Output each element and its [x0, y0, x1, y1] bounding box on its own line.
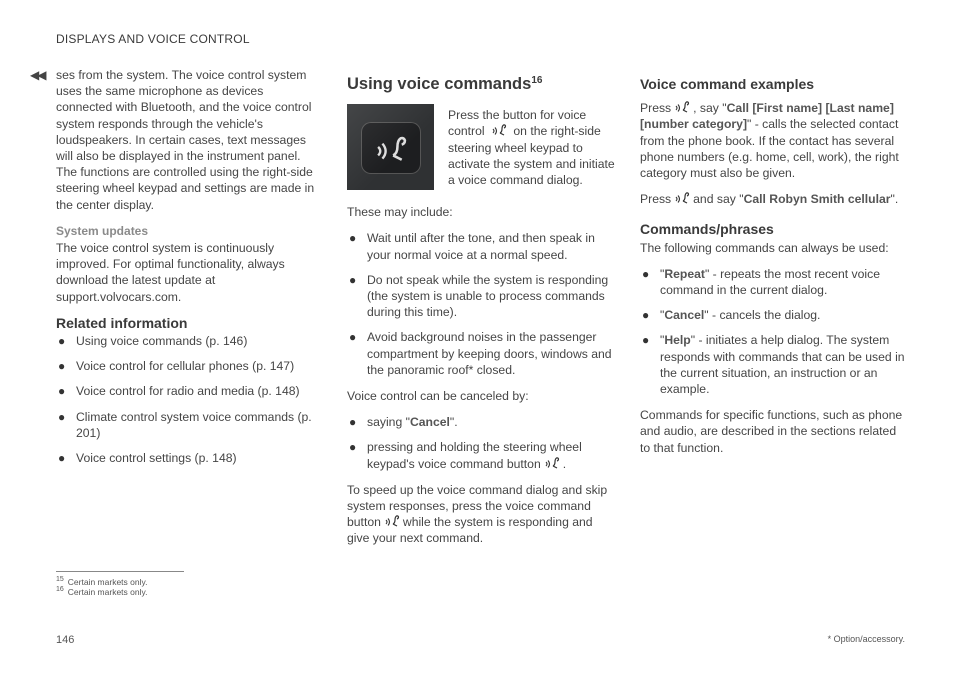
voice-command-icon	[674, 100, 690, 114]
system-updates-heading: System updates	[56, 223, 149, 238]
continued-marker-icon: ◀◀	[30, 68, 45, 82]
commands-phrases-heading: Commands/phrases	[640, 221, 774, 238]
list-item: ● Avoid background noises in the passenger compartment by keeping doors, windows and the panoramic roof* closed.	[349, 330, 612, 377]
column-3	[640, 76, 908, 466]
bullet-icon: ●	[58, 334, 66, 349]
command-phrase: Repeat	[664, 266, 705, 281]
voice-command-icon	[544, 456, 560, 470]
bullet-icon: ●	[58, 384, 66, 399]
related-link[interactable]: ● Climate control system voice commands (p. 201)	[58, 409, 312, 440]
bullet-icon: ●	[349, 231, 357, 246]
bullet-icon: ●	[58, 359, 66, 374]
related-information-list	[56, 333, 322, 466]
section-title: DISPLAYS AND VOICE CONTROL	[56, 32, 250, 46]
option-accessory-note: * Option/accessory.	[827, 634, 905, 644]
list-item: ● saying "Cancel".	[349, 415, 458, 430]
commands-list	[640, 266, 908, 397]
list-item: ● "Help" - initiates a help dialog. The system responds with commands that can be used in the current situation, an instruction or an example.	[642, 333, 905, 397]
commands-intro-text: The following commands can always be used:	[640, 240, 889, 255]
bullet-icon: ●	[642, 266, 650, 281]
bullet-icon: ●	[349, 440, 357, 455]
command-phrase: Help	[664, 333, 691, 348]
bullet-icon: ●	[349, 272, 357, 287]
bullet-icon: ●	[58, 409, 66, 424]
may-include-text: These may include:	[347, 205, 453, 220]
image-shine	[347, 104, 434, 190]
list-item: ● "Repeat" - repeats the most recent voice command in the current dialog.	[642, 266, 880, 298]
system-updates-paragraph: The voice control system is continuously improved. For optimal functionality, always download the latest update at support.volvocars.com.	[56, 241, 285, 304]
command-phrase: Call [First name] [Last name] [number category]	[640, 101, 894, 132]
closing-paragraph: Commands for specific functions, such as phone and audio, are described in the sections related to that function.	[640, 408, 903, 455]
footnote-16: $^{16}$ Certain markets only.	[56, 586, 148, 597]
column-2	[347, 76, 615, 557]
column-1	[56, 67, 322, 476]
related-link[interactable]: ● Voice control for cellular phones (p. 147)	[58, 359, 295, 374]
bullet-icon: ●	[642, 333, 650, 348]
command-phrase: Call Robyn Smith cellular	[743, 192, 891, 207]
related-link[interactable]: ● Using voice commands (p. 146)	[58, 334, 248, 349]
using-voice-commands-heading: Using voice commands$^{16}$	[347, 75, 543, 93]
cancel-list	[347, 414, 615, 472]
speed-up-paragraph: To speed up the voice command dialog and skip system responses, press the voice command button while the system is responding and give your next command.	[347, 482, 608, 546]
related-link[interactable]: ● Voice control for radio and media (p. 148)	[58, 384, 300, 399]
bullet-icon: ●	[349, 415, 357, 430]
tips-list	[347, 230, 615, 378]
voice-button-figure-row	[347, 104, 615, 190]
intro-paragraph: ses from the system. The voice control system uses the same microphone as devices connected with Bluetooth, and the voice control system responds through the vehicle's loudspeakers. In certain cases, text messages will also be displayed in the instrument panel. The functions are controlled using the right-side steering wheel keypad and settings are made in the center display.	[56, 68, 315, 212]
bullet-icon: ●	[58, 451, 66, 466]
example-1: Press , say "Call [First name] [Last name] [number category]" - calls the selected contact from the phone book. If the contact has several phone numbers (e.g. home, cell, work), the right category must also be given.	[640, 101, 899, 181]
list-item: ● pressing and holding the steering wheel keypad's voice command button .	[349, 440, 582, 471]
list-item: ● "Cancel" - cancels the dialog.	[642, 308, 821, 323]
voice-command-icon	[491, 123, 507, 137]
bullet-icon: ●	[642, 308, 650, 323]
voice-command-icon	[384, 514, 400, 528]
example-2: Press and say "Call Robyn Smith cellular".	[640, 192, 899, 207]
command-phrase: Cancel	[664, 308, 705, 323]
list-item: ● Do not speak while the system is responding (the system is unable to process commands during this time).	[349, 272, 609, 320]
footnote-divider	[56, 571, 184, 572]
list-item: ● Wait until after the tone, and then speak in your normal voice at a normal speed.	[349, 231, 595, 262]
voice-button-description: Press the button for voice control on the right-side steering wheel keypad to activate the system and initiate a voice command dialog.	[448, 108, 615, 188]
page-number: 146	[56, 634, 75, 646]
footnote-ref: 16	[531, 75, 543, 86]
related-information-heading: Related information	[56, 314, 188, 331]
command-phrase: Cancel	[409, 415, 450, 430]
footnote-15: $^{15}$ Certain markets only.	[56, 576, 148, 587]
related-link[interactable]: ● Voice control settings (p. 148)	[58, 451, 237, 466]
voice-command-icon	[674, 191, 690, 205]
steering-wheel-keypad-image	[347, 104, 434, 190]
bullet-icon: ●	[349, 330, 357, 345]
cancel-intro-text: Voice control can be canceled by:	[347, 389, 529, 404]
voice-command-examples-heading: Voice command examples	[640, 76, 815, 92]
